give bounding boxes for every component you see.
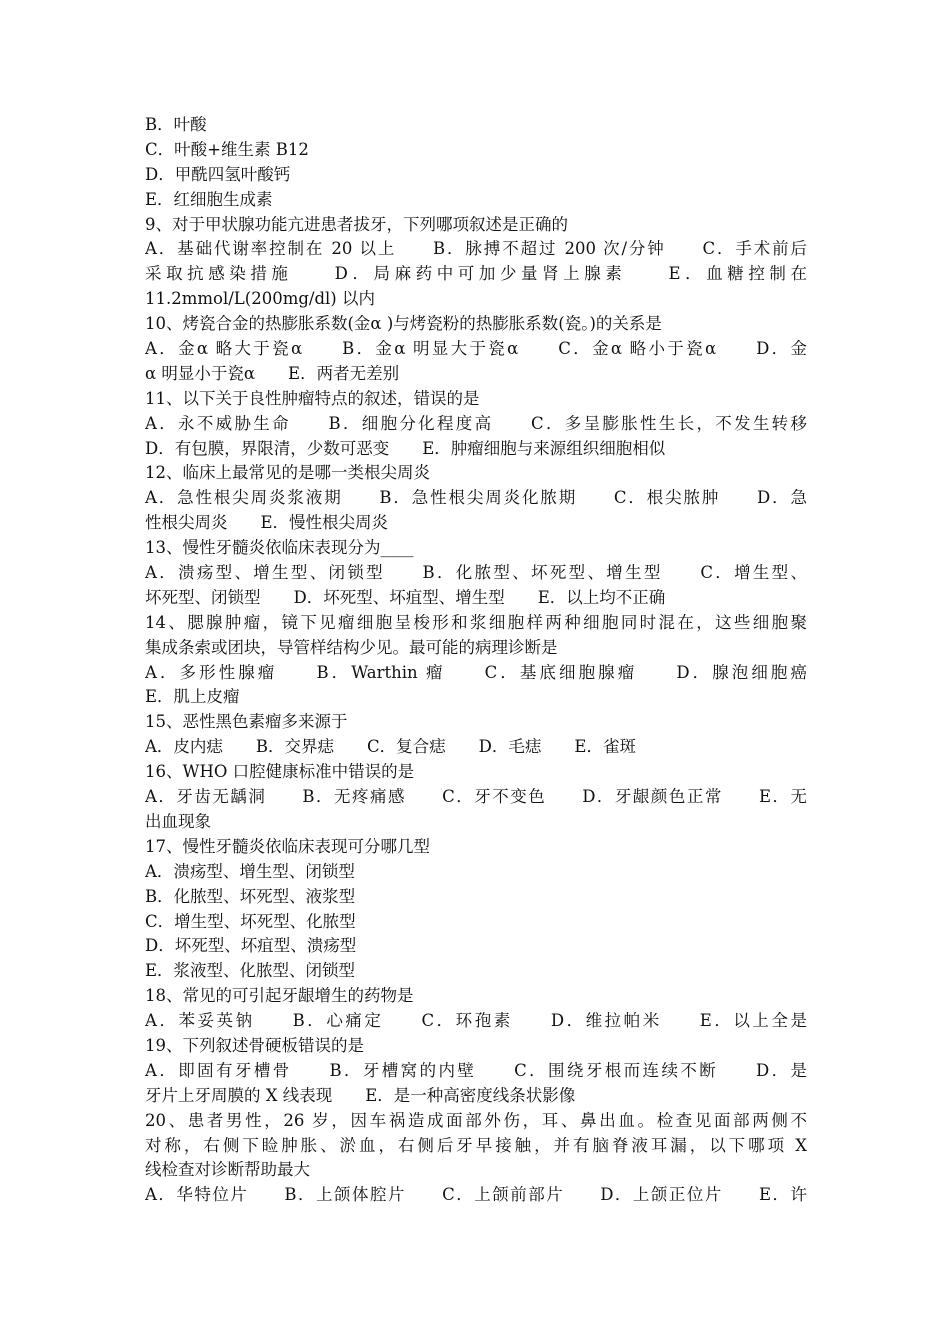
- question-text-block: [145, 113, 807, 1208]
- text-line: 集成条索或团块，导管样结构少见。最可能的病理诊断是: [145, 637, 558, 657]
- text-line: 20、患者男性，26 岁，因车祸造成面部外伤，耳、鼻出血。检查见面部两侧不: [145, 1110, 807, 1130]
- text-line: A．溃疡型、增生型、闭锁型 B．化脓型、坏死型、增生型 C．增生型、: [145, 563, 807, 583]
- text-line: 16、WHO 口腔健康标准中错误的是: [145, 762, 415, 782]
- text-line: 14、腮腺肿瘤，镜下见瘤细胞呈梭形和浆细胞样两种细胞同时混在，这些细胞聚: [145, 612, 807, 632]
- text-line: 采取抗感染措施 D．局麻药中可加少量肾上腺素 E．血糖控制在: [145, 264, 807, 284]
- text-line: A．溃疡型、增生型、闭锁型: [145, 861, 355, 881]
- text-line: A．苯妥英钠 B．心痛定 C．环孢素 D．维拉帕米 E．以上全是: [145, 1011, 807, 1031]
- text-line: A．即固有牙槽骨 B．牙槽窝的内壁 C．围绕牙根而连续不断 D．是: [145, 1060, 807, 1080]
- text-line: D．有包膜，界限清，少数可恶变 E．肿瘤细胞与来源组织细胞相似: [145, 438, 666, 458]
- text-line: 15、恶性黑色素瘤多来源于: [145, 712, 348, 732]
- text-line: 对称，右侧下睑肿胀、淤血，右侧后牙早接触，并有脑脊液耳漏，以下哪项 X: [145, 1135, 807, 1155]
- text-line: 12、临床上最常见的是哪一类根尖周炎: [145, 463, 430, 483]
- text-line: B．化脓型、坏死型、液浆型: [145, 886, 356, 906]
- text-line: 13、慢性牙髓炎依临床表现分为____: [145, 538, 414, 558]
- text-line: 11、以下关于良性肿瘤特点的叙述，错误的是: [145, 388, 480, 408]
- text-line: A．牙齿无龋洞 B．无疼痛感 C．牙不变色 D．牙龈颜色正常 E．无: [145, 787, 807, 807]
- text-line: 坏死型、闭锁型 D．坏死型、坏疽型、增生型 E．以上均不正确: [145, 587, 666, 607]
- text-line: D．甲酰四氢叶酸钙: [145, 164, 291, 184]
- text-line: 9、对于甲状腺功能亢进患者拔牙，下列哪项叙述是正确的: [145, 214, 568, 234]
- text-line: A．基础代谢率控制在 20 以上 B．脉搏不超过 200 次/分钟 C．手术前后: [145, 239, 807, 259]
- text-line: E．肌上皮瘤: [145, 687, 240, 707]
- text-line: E．浆液型、化脓型、闭锁型: [145, 961, 356, 981]
- text-line: 17、慢性牙髓炎依临床表现可分哪几型: [145, 836, 430, 856]
- text-line: 11.2mmol/L(200mg/dl) 以内: [145, 289, 375, 309]
- text-line: 10、烤瓷合金的热膨胀系数(金α )与烤瓷粉的热膨胀系数(瓷。)的关系是: [145, 314, 662, 334]
- text-line: A．多形性腺瘤 B．Warthin 瘤 C．基底细胞腺瘤 D．腺泡细胞癌: [145, 662, 807, 682]
- text-line: C．增生型、坏死型、化脓型: [145, 911, 356, 931]
- text-line: 线检查对诊断帮助最大: [145, 1160, 310, 1180]
- text-line: 19、下列叙述骨硬板错误的是: [145, 1035, 364, 1055]
- text-line: A．永不威胁生命 B．细胞分化程度高 C．多呈膨胀性生长，不发生转移: [145, 413, 807, 433]
- text-line: 性根尖周炎 E．慢性根尖周炎: [145, 513, 389, 533]
- text-line: 18、常见的可引起牙龈增生的药物是: [145, 986, 414, 1006]
- text-line: 牙片上牙周膜的 X 线表现 E．是一种高密度线条状影像: [145, 1085, 576, 1105]
- text-line: B．叶酸: [145, 115, 207, 134]
- text-line: A．华特位片 B．上颌体腔片 C．上颌前部片 D．上颌正位片 E．许: [145, 1185, 807, 1205]
- text-line: E．红细胞生成素: [145, 189, 273, 209]
- text-line: α 明显小于瓷α E．两者无差别: [145, 363, 400, 383]
- text-line: C．叶酸+维生素 B12: [145, 139, 309, 159]
- text-line: A．急性根尖周炎浆液期 B．急性根尖周炎化脓期 C．根尖脓肿 D．急: [145, 488, 807, 508]
- text-line: A．金α 略大于瓷α B．金α 明显大于瓷α C．金α 略小于瓷α D．金: [145, 339, 807, 359]
- text-line: A．皮内痣 B．交界痣 C．复合痣 D．毛痣 E．雀斑: [145, 737, 636, 757]
- text-line: 出血现象: [145, 811, 211, 831]
- text-line: D．坏死型、坏疽型、溃疡型: [145, 936, 357, 956]
